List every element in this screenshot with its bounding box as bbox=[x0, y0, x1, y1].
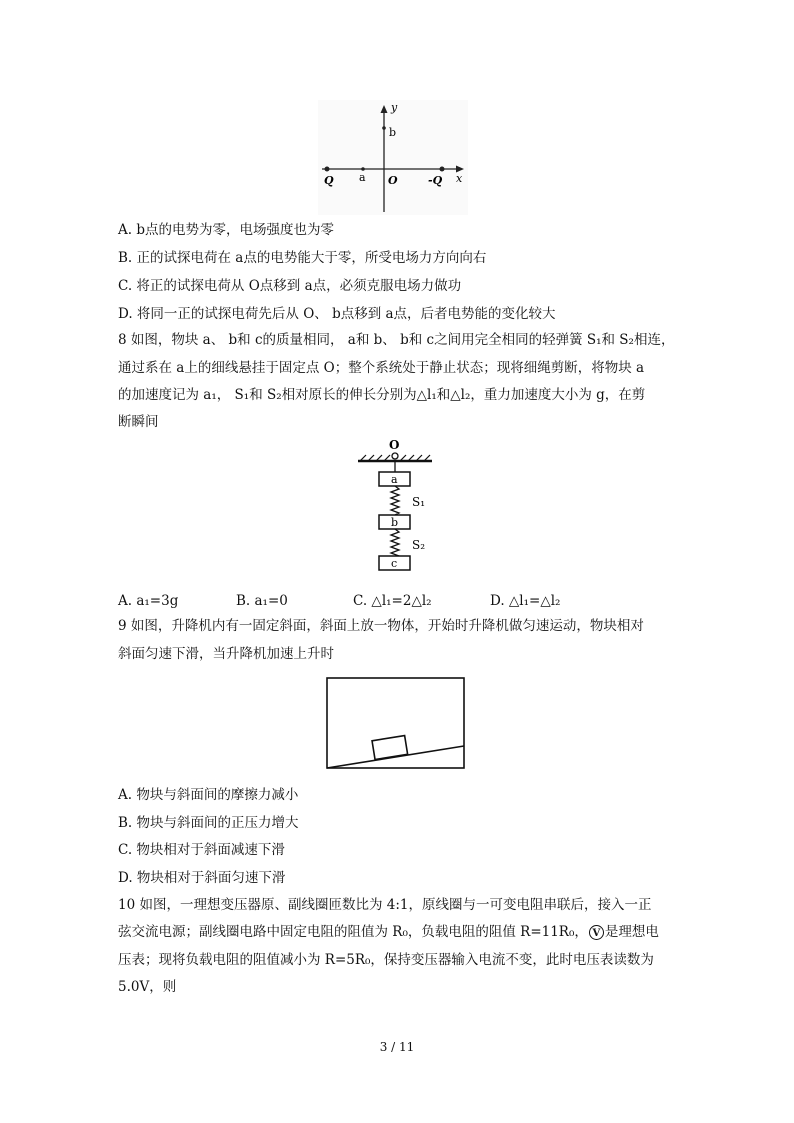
q9-option-c: C. 物块相对于斜面减速下滑 bbox=[118, 842, 285, 858]
spring-s2-label: S₂ bbox=[412, 538, 426, 552]
y-axis-label: y bbox=[391, 101, 398, 114]
q9-stem-line-1: 9 如图，升降机内有一固定斜面，斜面上放一物体，开始时升降机做匀速运动，物块相对 bbox=[118, 618, 644, 634]
label-a: a bbox=[359, 171, 366, 184]
q9-option-a: A. 物块与斜面间的摩擦力减小 bbox=[118, 787, 299, 803]
q8-option-c: C. △l₁=2△l₂ bbox=[353, 593, 432, 609]
spring-s1-label: S₁ bbox=[412, 495, 426, 509]
block-a-label: a bbox=[391, 473, 398, 486]
q8-stem-line-2: 通过系在 a上的细线悬挂于固定点 O；整个系统处于静止状态；现将细绳剪断，将物块 a bbox=[118, 360, 645, 376]
block-c-label: c bbox=[391, 557, 398, 570]
page-number: 3 / 11 bbox=[379, 1040, 415, 1054]
q8-option-d: D. △l₁=△l₂ bbox=[490, 593, 561, 609]
spring-blocks-figure bbox=[352, 437, 442, 577]
block-on-incline bbox=[372, 736, 408, 760]
label-negQ: -Q bbox=[428, 174, 443, 187]
label-O: O bbox=[388, 174, 398, 187]
q7-option-b: B. 正的试探电荷在 a点的电势能大于零，所受电场力方向向右 bbox=[118, 250, 487, 266]
label-Q: Q bbox=[324, 174, 334, 187]
block-b-label: b bbox=[391, 516, 399, 529]
q8-stem-line-1: 8 如图，物块 a、 b和 c的质量相同， a和 b、 b和 c之间用完全相同的轻弹簧 S₁和 S₂相连， bbox=[118, 332, 675, 348]
q9-option-d: D. 物块相对于斜面匀速下滑 bbox=[118, 870, 286, 886]
q7-option-a: A. b点的电势为零，电场强度也为零 bbox=[118, 222, 334, 238]
q10-stem-line-2 bbox=[118, 923, 659, 941]
q7-option-c: C. 将正的试探电荷从 O点移到 a点，必须克服电场力做功 bbox=[118, 278, 462, 294]
q10-stem-line-2b: 是理想电 bbox=[604, 924, 659, 940]
fixed-point-label: O bbox=[389, 438, 400, 452]
q8-stem-line-3: 的加速度记为 a₁， S₁和 S₂相对原长的伸长分别为△l₁和△l₂，重力加速度大小为 g，在剪 bbox=[118, 387, 646, 403]
q8-option-a: A. a₁=3g bbox=[118, 593, 179, 609]
spring-s1 bbox=[391, 486, 399, 515]
q7-option-d: D. 将同一正的试探电荷先后从 O、 b点移到 a点，后者电势能的变化较大 bbox=[118, 306, 556, 322]
q8-stem-line-4: 断瞬间 bbox=[118, 414, 159, 430]
q10-stem-line-2a: 弦交流电源；副线圈电路中固定电阻的阻值为 R₀，负载电阻的阻值 R=11R₀， bbox=[118, 924, 588, 940]
label-b: b bbox=[389, 126, 397, 139]
q9-stem-line-2: 斜面匀速下滑，当升降机加速上升时 bbox=[118, 646, 334, 662]
q10-stem-line-1: 10 如图，一理想变压器原、副线圈匝数比为 4:1，原线圈与一可变电阻串联后，接入一正 bbox=[118, 897, 652, 913]
charge-axis-figure bbox=[318, 100, 468, 215]
x-axis-label: x bbox=[456, 172, 463, 185]
charge-negQ-dot bbox=[440, 167, 445, 172]
point-b bbox=[382, 126, 386, 130]
elevator-incline-figure bbox=[325, 676, 467, 772]
q10-stem-line-3: 压表；现将负载电阻的阻值减小为 R=5R₀，保持变压器输入电流不变，此时电压表读数为 bbox=[118, 952, 654, 968]
spring-s2 bbox=[391, 529, 399, 558]
q10-stem-line-4: 5.0V，则 bbox=[118, 979, 177, 995]
charge-Q-dot bbox=[325, 167, 330, 172]
voltmeter-icon: V bbox=[589, 925, 604, 940]
hinge bbox=[392, 453, 398, 459]
q8-option-b: B. a₁=0 bbox=[236, 593, 288, 609]
q9-option-b: B. 物块与斜面间的正压力增大 bbox=[118, 815, 299, 831]
